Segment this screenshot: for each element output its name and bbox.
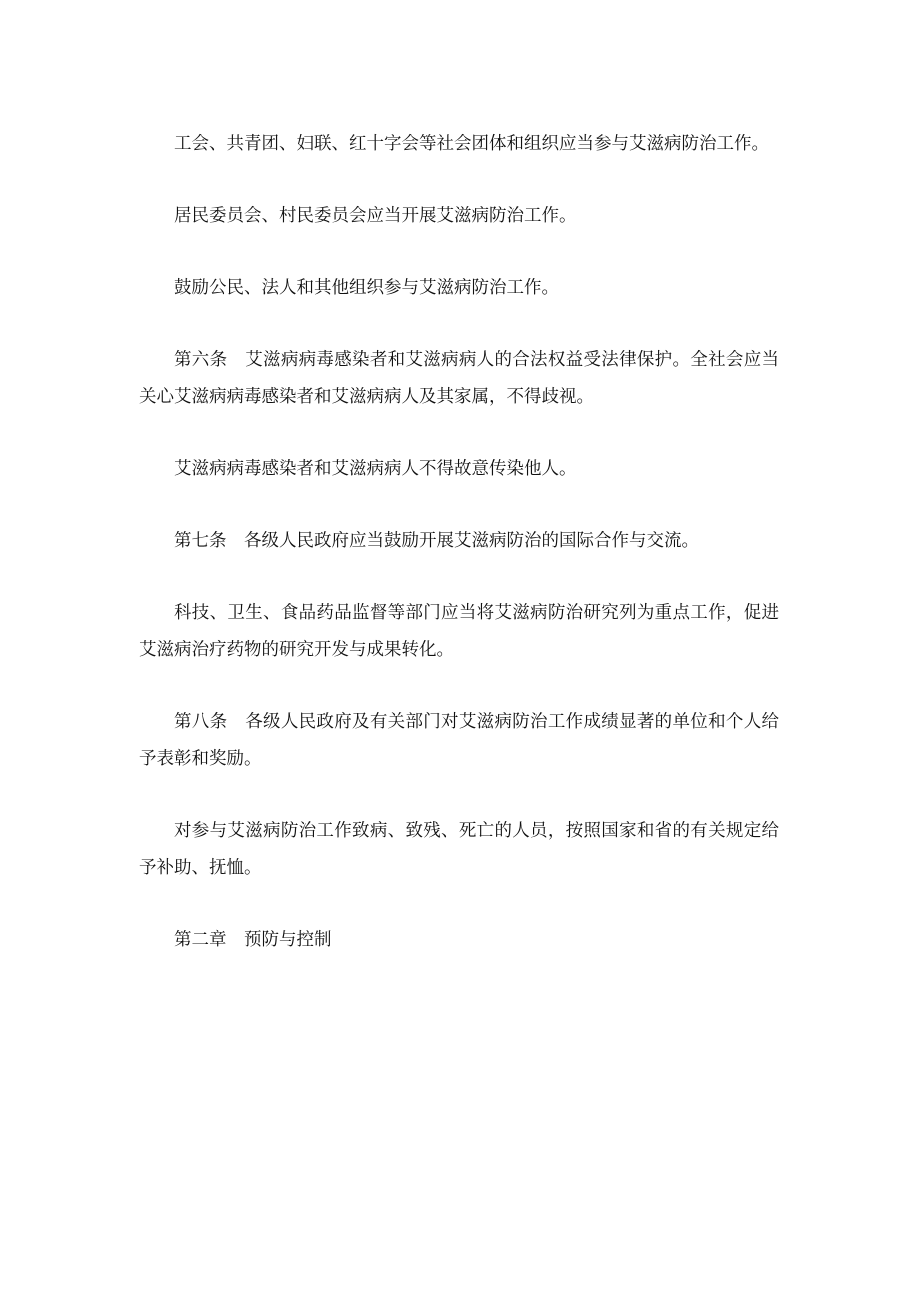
paragraph-social-groups: 工会、共青团、妇联、红十字会等社会团体和组织应当参与艾滋病防治工作。 (174, 134, 769, 154)
paragraph-research-priority: 科技、卫生、食品药品监督等部门应当将艾滋病防治研究列为重点工作，促进艾滋病治疗药物的研究开发与成果转化。 (139, 603, 779, 660)
paragraph-article-8: 第八条 各级人民政府及有关部门对艾滋病防治工作成绩显著的单位和个人给予表彰和奖励。 (139, 712, 779, 769)
paragraph-residents-committees: 居民委员会、村民委员会应当开展艾滋病防治工作。 (174, 206, 577, 226)
chapter-heading: 第二章 预防与控制 (174, 930, 332, 950)
paragraph-encourage-participation: 鼓励公民、法人和其他组织参与艾滋病防治工作。 (174, 278, 559, 298)
document-body (139, 126, 779, 994)
paragraph-article-7: 第七条 各级人民政府应当鼓励开展艾滋病防治的国际合作与交流。 (174, 531, 699, 551)
paragraph-compensation: 对参与艾滋病防治工作致病、致残、死亡的人员，按照国家和省的有关规定给予补助、抚恤。 (139, 821, 779, 878)
paragraph-article-6: 第六条 艾滋病病毒感染者和艾滋病病人的合法权益受法律保护。全社会应当关心艾滋病病毒感染者和艾滋病病人及其家属，不得歧视。 (139, 350, 779, 407)
paragraph-no-intentional-infection: 艾滋病病毒感染者和艾滋病病人不得故意传染他人。 (174, 459, 577, 479)
